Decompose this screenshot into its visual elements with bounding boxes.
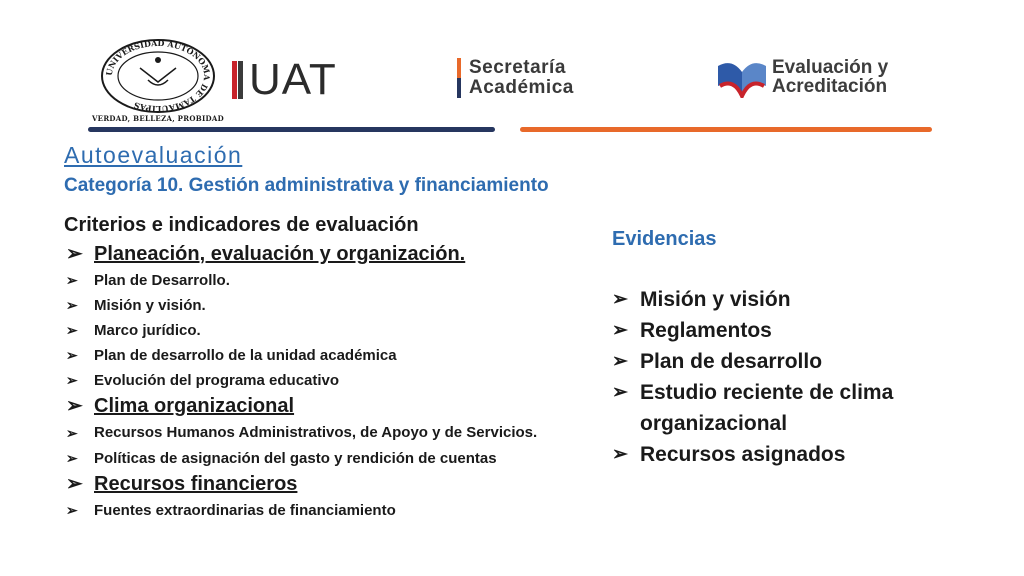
- uat-logo-text: UAT: [249, 55, 337, 104]
- arrow-bullet-icon: ➢: [66, 322, 78, 338]
- open-book-icon: [714, 56, 770, 98]
- evaluacion-logo-line2: Acreditación: [772, 76, 888, 97]
- criteria-item: ➢ Plan de desarrollo de la unidad académica: [64, 343, 604, 368]
- arrow-bullet-icon: ➢: [612, 351, 628, 372]
- header-divider-orange: [520, 127, 932, 132]
- criteria-item: ➢ Recursos Humanos Administrativos, de Apoyo y de Servicios.: [64, 420, 554, 446]
- page-subtitle: Categoría 10. Gestión administrativa y financiamiento: [64, 175, 549, 196]
- evaluacion-acreditacion-logo: [714, 56, 888, 98]
- evidence-section: [612, 224, 972, 470]
- criteria-item: ➢ Políticas de asignación del gasto y rendición de cuentas: [64, 446, 604, 471]
- evidence-item: ➢ Misión y visión: [612, 284, 972, 315]
- header-divider-blue: [88, 127, 495, 132]
- arrow-bullet-icon: ➢: [612, 382, 628, 403]
- criteria-list: [64, 241, 604, 523]
- secretaria-logo-stripe: [457, 58, 461, 98]
- arrow-bullet-icon: ➢: [66, 450, 78, 466]
- page-title: Autoevaluación: [64, 142, 243, 168]
- arrow-bullet-icon: ➢: [612, 444, 628, 465]
- criteria-section: [64, 212, 604, 523]
- uat-logo: [232, 55, 337, 104]
- university-seal: [88, 38, 228, 124]
- secretaria-logo-line1: Secretaría: [469, 57, 566, 78]
- criteria-item: ➢ Fuentes extraordinarias de financiamiento: [64, 498, 604, 523]
- secretaria-logo-line2: Académica: [469, 77, 574, 98]
- uat-logo-red-bar: [232, 61, 237, 99]
- arrow-bullet-icon: ➢: [66, 243, 83, 265]
- seal-motto: VERDAD, BELLEZA, PROBIDAD: [91, 114, 225, 123]
- arrow-bullet-icon: ➢: [66, 272, 78, 288]
- uat-logo-grey-bar: [238, 61, 243, 99]
- criteria-item: ➢ Planeación, evaluación y organización.: [64, 241, 604, 268]
- arrow-bullet-icon: ➢: [66, 425, 78, 441]
- arrow-bullet-icon: ➢: [66, 502, 78, 518]
- evidence-list: [612, 284, 972, 470]
- evidence-heading: Evidencias: [612, 228, 717, 250]
- arrow-bullet-icon: ➢: [66, 372, 78, 388]
- criteria-item: ➢ Evolución del programa educativo: [64, 368, 604, 393]
- arrow-bullet-icon: ➢: [612, 289, 628, 310]
- secretaria-academica-logo: [457, 58, 574, 98]
- evidence-item: ➢ Estudio reciente de clima organizacional: [612, 377, 940, 439]
- criteria-item: ➢ Marco jurídico.: [64, 318, 604, 343]
- criteria-heading: Criterios e indicadores de evaluación: [64, 214, 419, 236]
- evidence-item: ➢ Recursos asignados: [612, 439, 972, 470]
- seal-emblem-icon: [88, 38, 228, 114]
- arrow-bullet-icon: ➢: [66, 395, 83, 417]
- seal-ring-text: UNIVERSIDAD AUTÓNOMA DE TAMAULIPAS: [103, 38, 213, 114]
- criteria-item: ➢ Recursos financieros: [64, 471, 604, 498]
- criteria-item: ➢ Plan de Desarrollo.: [64, 268, 604, 293]
- criteria-item: ➢ Misión y visión.: [64, 293, 604, 318]
- evaluacion-logo-line1: Evaluación y: [772, 57, 889, 78]
- logo-header: [0, 0, 1024, 135]
- evidence-item: ➢ Reglamentos: [612, 315, 972, 346]
- arrow-bullet-icon: ➢: [66, 473, 83, 495]
- evidence-item: ➢ Plan de desarrollo: [612, 346, 972, 377]
- arrow-bullet-icon: ➢: [612, 320, 628, 341]
- arrow-bullet-icon: ➢: [66, 347, 78, 363]
- arrow-bullet-icon: ➢: [66, 297, 78, 313]
- criteria-item: ➢ Clima organizacional: [64, 393, 604, 420]
